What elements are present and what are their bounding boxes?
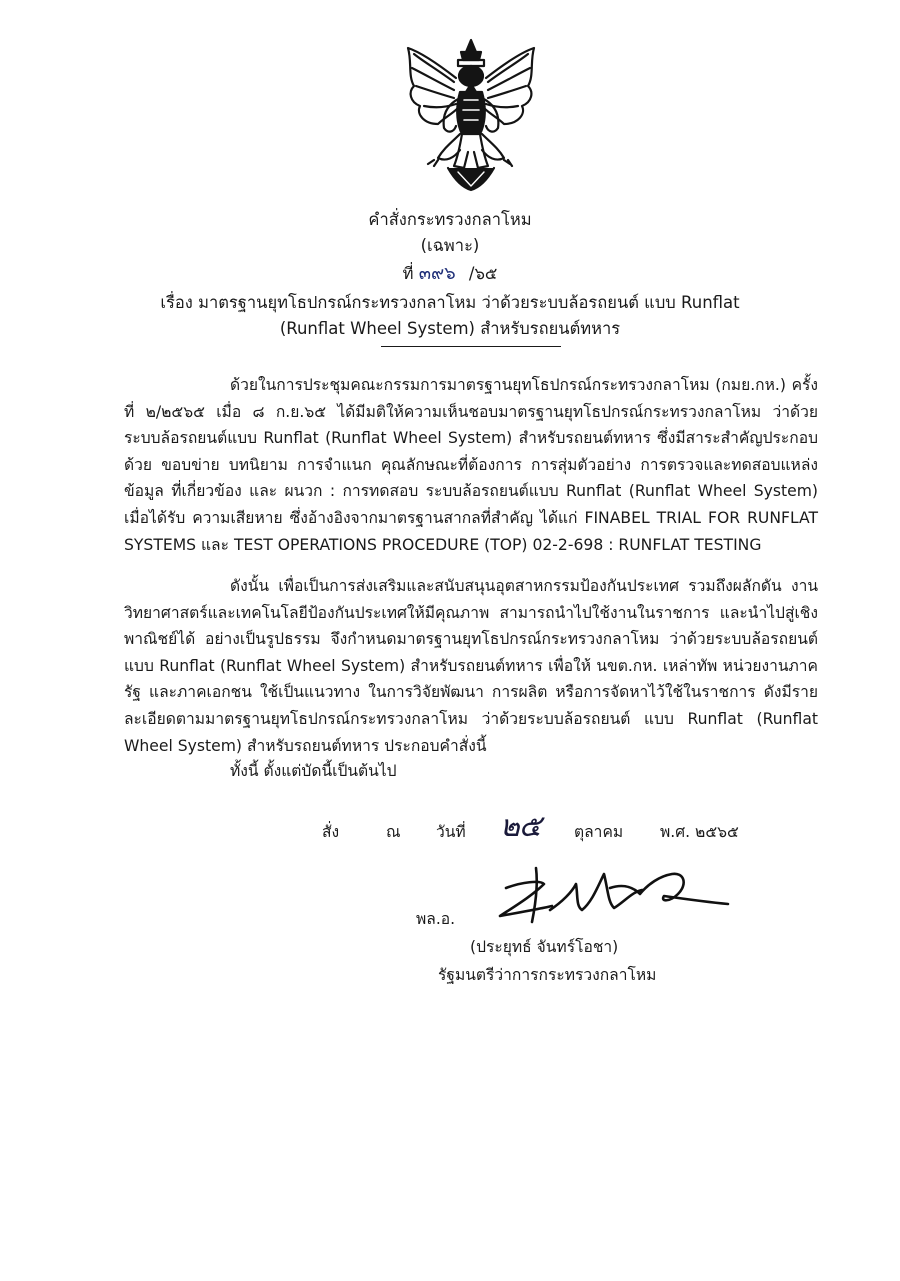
order-number-handwritten: ๓๙๖ — [418, 263, 456, 284]
date-at-label: ณ — [386, 823, 401, 841]
subject-line-1: เรื่อง มาตรฐานยุทโธปกรณ์กระทรวงกลาโหม ว่าด้วยระบบล้อรถยนต์ แบบ Runflat — [160, 293, 740, 312]
body-paragraph-3: ทั้งนี้ ตั้งแต่บัดนี้เป็นต้นไป — [230, 762, 397, 780]
body-paragraph-2: ดังนั้น เพื่อเป็นการส่งเสริมและสนับสนุนอุตสาหกรรมป้องกันประเทศ รวมถึงผลักดัน งานวิทยาศาสตร์และเทคโนโลยีป้องกันประเทศให้มีคุณภาพ สามารถนำไปใช้งานในราชการ และนำไปสู่เชิงพาณิชย์ได้ อย่างเป็นรูปธรรม จึงกำหนดมาตรฐานยุทโธปกรณ์กระทรวงกลาโหม ว่าด้วยระบบล้อรถยนต์ แบบ Runflat (Runflat Wheel System) สำหรับรถยนต์ทหาร เพื่อให้ นขต.กห. เหล่าทัพ หน่วยงานภาครัฐ และภาคเอกชน ใช้เป็นแนวทาง ในการวิจัยพัฒนา การผลิต หรือการจัดหาไว้ใช้ในราชการ ดังมีรายละเอียดตามมาตรฐานยุทโธปกรณ์กระทรวงกลาโหม ว่าด้วยระบบล้อรถยนต์ แบบ Runflat (Runflat Wheel System) สำหรับรถยนต์ทหาร ประกอบคำสั่งนี้ — [124, 577, 818, 755]
date-day-label: วันที่ — [436, 823, 466, 841]
date-day-handwritten: ๒๕ — [500, 809, 541, 844]
date-year: พ.ศ. ๒๕๖๕ — [660, 823, 739, 841]
date-ordered-label: สั่ง — [322, 823, 340, 841]
date-month: ตุลาคม — [574, 823, 624, 841]
garuda-emblem — [398, 34, 544, 192]
document-title: คำสั่งกระทรวงกลาโหม — [368, 210, 532, 229]
signatory-position: รัฐมนตรีว่าการกระทรวงกลาโหม — [438, 966, 657, 984]
order-year: /๖๕ — [468, 264, 498, 283]
signatory-rank: พล.อ. — [416, 910, 456, 928]
body-paragraph-1: ด้วยในการประชุมคณะกรรมการมาตรฐานยุทโธปกรณ์กระทรวงกลาโหม (กมย.กห.) ครั้งที่ ๒/๒๕๖๕ เมื่อ ๘ ก.ย.๖๕ ได้มีมติให้ความเห็นชอบมาตรฐานยุทโธปกรณ์กระทรวงกลาโหม ว่าด้วย ระบบล้อรถยนต์แบบ Runflat (Runflat Wheel System) สำหรับรถยนต์ทหาร ซึ่งมีสาระสำคัญประกอบด้วย ขอบข่าย บทนิยาม การจำแนก คุณลักษณะที่ต้องการ การสุ่มตัวอย่าง การตรวจและทดสอบแหล่งข้อมูล ที่เกี่ยวข้อง และ ผนวก : การทดสอบ ระบบล้อรถยนต์แบบ Runflat (Runflat Wheel System) เมื่อได้รับ ความเสียหาย ซึ่งอ้างอิงจากมาตรฐานสากลที่สำคัญ ได้แก่ FINABEL TRIAL FOR RUNFLAT SYSTEMS และ TEST OPERATIONS PROCEDURE (TOP) 02-2-698 : RUNFLAT TESTING — [124, 376, 818, 554]
title-divider — [381, 346, 561, 347]
order-prefix: ที่ — [402, 264, 414, 283]
signatory-name: (ประยุทธ์ จันทร์โอชา) — [470, 938, 619, 956]
subject-line-2: (Runflat Wheel System) สำหรับรถยนต์ทหาร — [279, 319, 621, 338]
classification-label: (เฉพาะ) — [420, 236, 480, 255]
order-number-line — [0, 258, 900, 287]
handwritten-signature — [492, 862, 734, 930]
